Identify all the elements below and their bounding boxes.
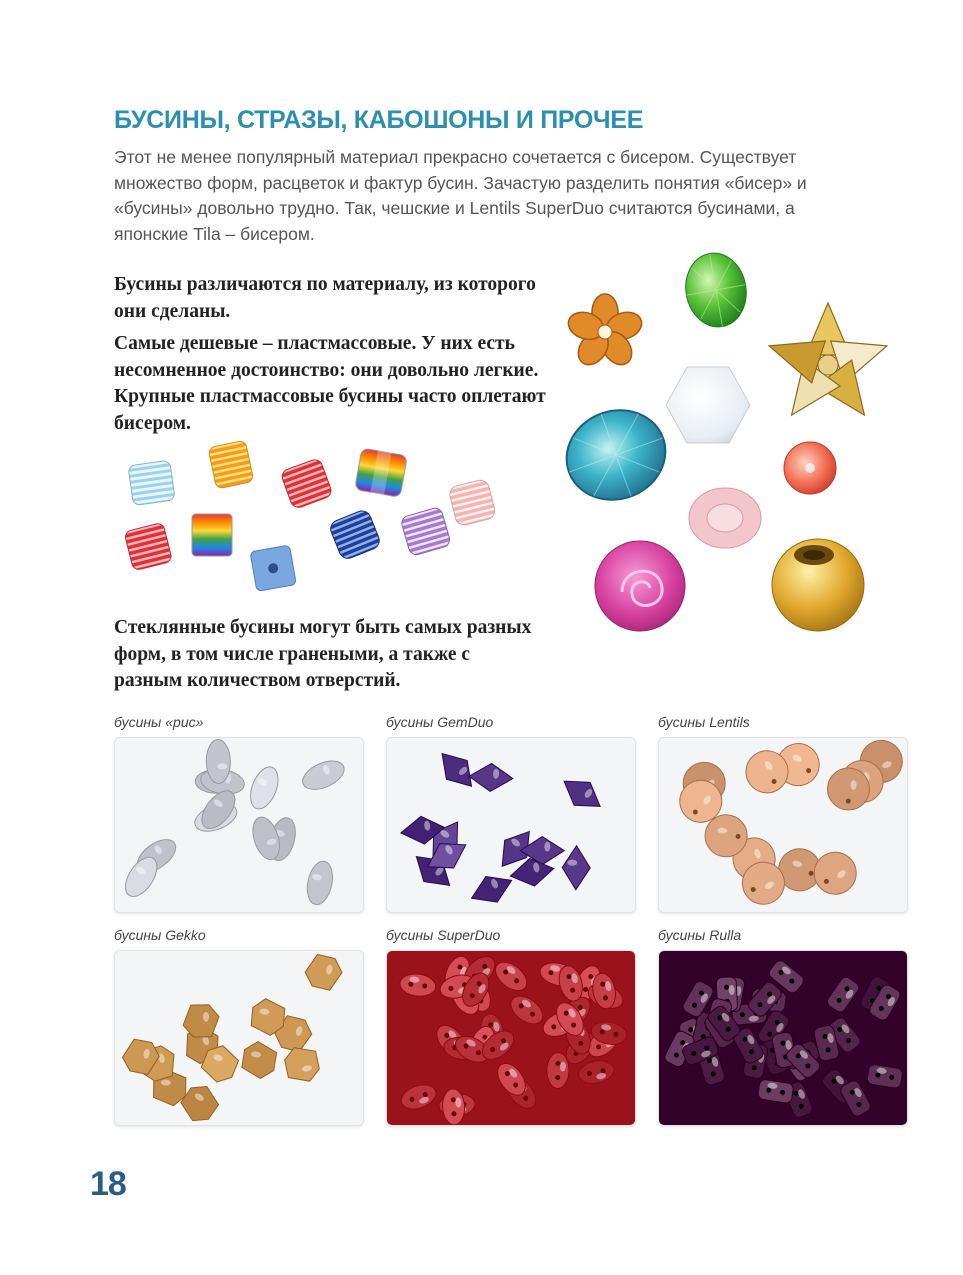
gallery-caption: бусины Lentils: [658, 714, 750, 730]
assorted-beads-illustration: [560, 250, 905, 635]
photo-superduo-beads: [386, 950, 636, 1126]
cube-bead: [250, 545, 296, 591]
striped-bead: [328, 508, 382, 561]
striped-bead: [354, 446, 407, 499]
striped-bead: [192, 514, 232, 556]
striped-bead: [280, 458, 333, 510]
gallery-caption: бусины GemDuo: [386, 714, 494, 730]
opal-hexagon-bead: [666, 367, 750, 443]
gallery-caption: бусины Rulla: [658, 927, 742, 943]
flower-bead: [565, 294, 645, 370]
materials-paragraph: Бусины различаются по материалу, из которого они сделаны.: [114, 274, 536, 322]
rose-cabochon: [595, 541, 685, 631]
intro-paragraph: Этот не менее популярный материал прекрасно сочетается с бисером. Существует множество форм, расцветок и фактур бусин. Зачастую разделить понятия «бисер» и «бусины» довольно трудно. Так, чешские и Lentils SuperDuo считаются бусинами, а японские Tila – бисером.: [114, 147, 807, 244]
gallery-caption: бусины SuperDuo: [386, 927, 501, 943]
striped-bead: [124, 522, 172, 570]
photo-rulla-beads: [658, 950, 908, 1126]
gallery-caption: бусины Gekko: [114, 927, 206, 943]
striped-bead: [128, 460, 175, 505]
bead-mark: [206, 739, 231, 783]
striped-bead: [448, 478, 496, 526]
green-faceted-bead: [680, 250, 752, 332]
photo-lentils-beads: [658, 737, 908, 913]
gold-mesh-bead: [772, 539, 864, 631]
plastic-beads-illustration: [110, 440, 510, 610]
section-title: БУСИНЫ, СТРАЗЫ, КАБОШОНЫ И ПРОЧЕЕ: [114, 106, 644, 134]
page-number: 18: [90, 1165, 126, 1203]
gold-star-bead: [762, 303, 894, 428]
bead-mark: [827, 768, 870, 811]
bead-mark: [547, 1052, 570, 1088]
glass-paragraph: Стеклянные бусины могут быть самых разных форм, в том числе гранеными, а также с разным количеством отверстий.: [114, 617, 532, 691]
blue-faceted-bead: [560, 397, 678, 514]
striped-bead: [400, 506, 451, 556]
coral-faceted-bead: [784, 442, 836, 494]
gallery-caption: бусины «рис»: [114, 714, 204, 730]
photo-gemduo-beads: [386, 737, 636, 913]
striped-bead: [208, 440, 254, 489]
photo-rice-beads: [114, 737, 364, 913]
photo-gekko-beads: [114, 950, 364, 1126]
pink-glass-bead: [689, 488, 761, 548]
plastic-paragraph: Самые дешевые – пластмассовые. У них есть несомненное достоинство: они довольно легкие. Крупные пластмассовые бусины часто оплетают бисером.: [114, 333, 546, 434]
